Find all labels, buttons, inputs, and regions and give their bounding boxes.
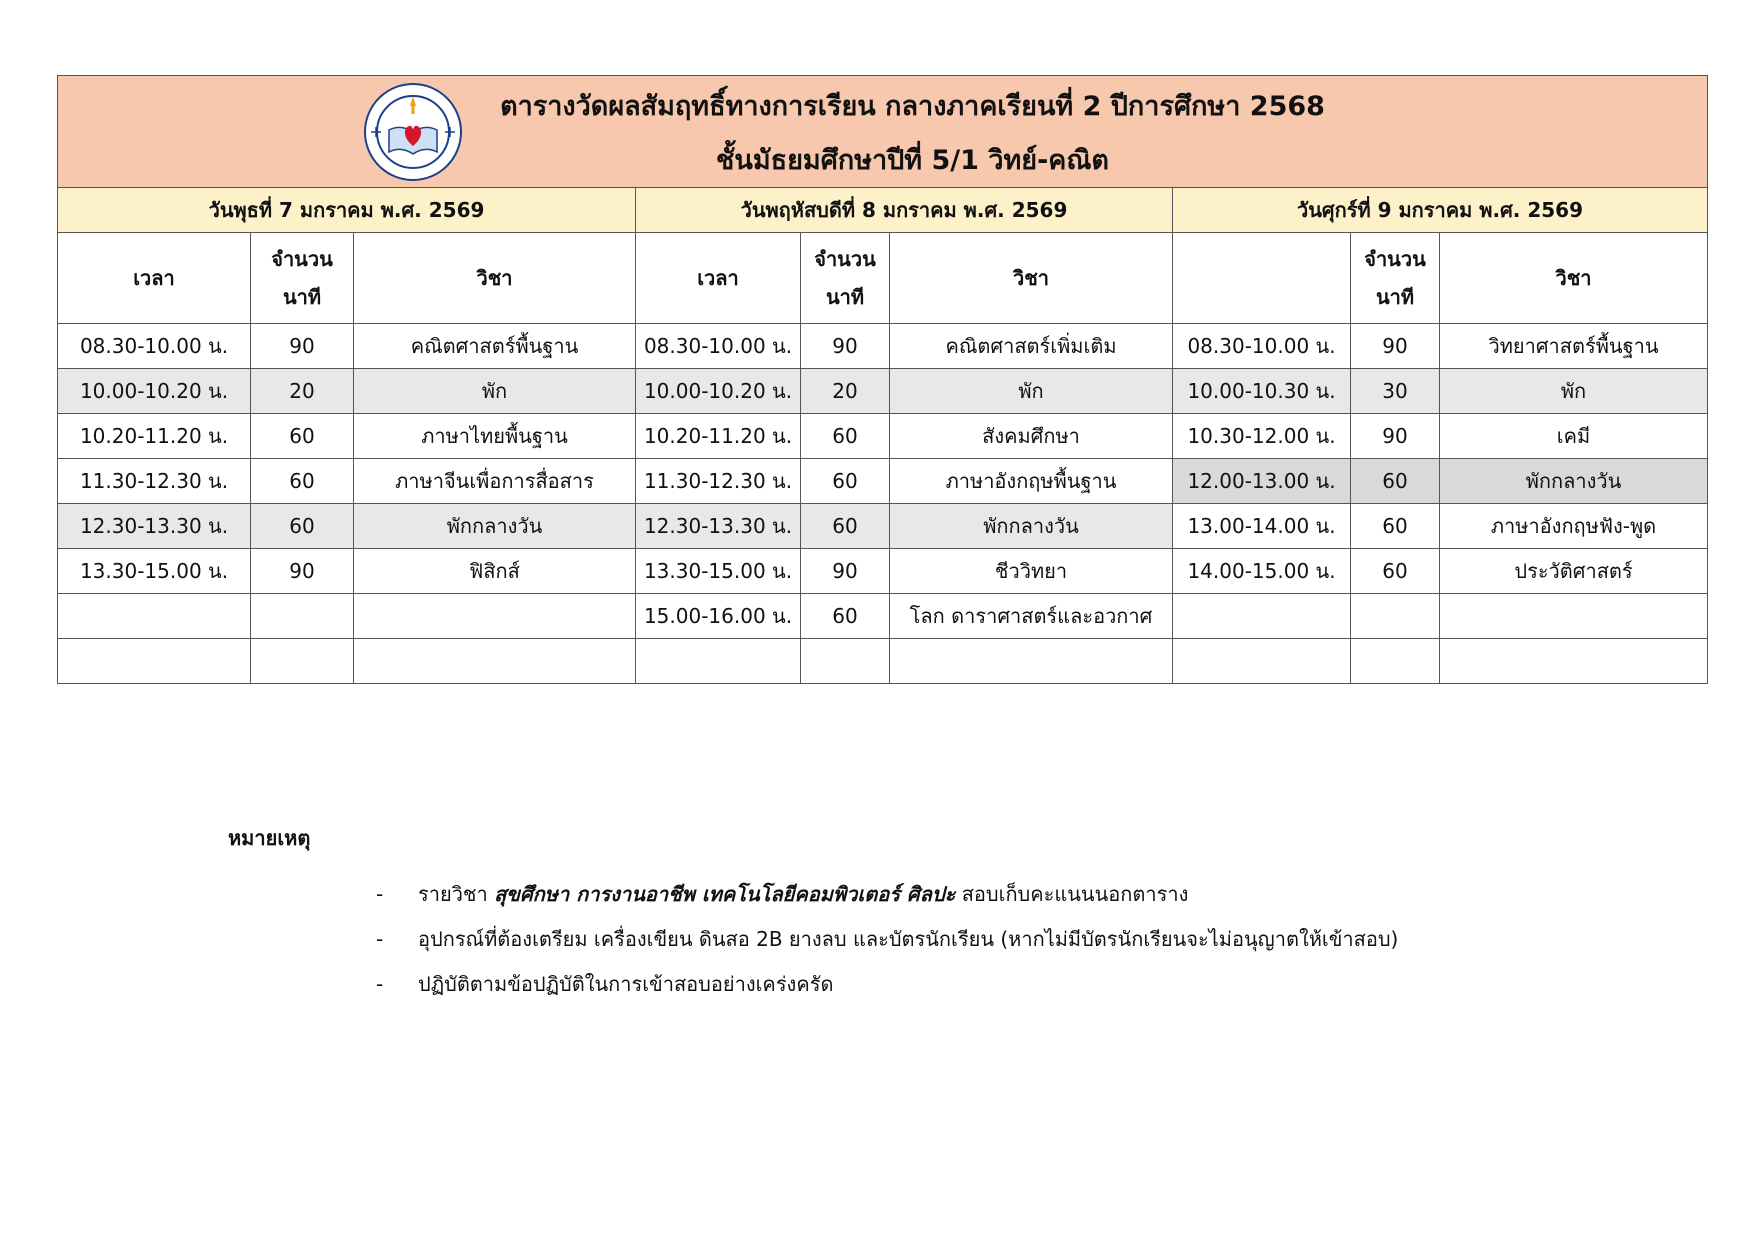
minutes-cell [251,594,354,639]
subject-cell: คณิตศาสตร์เพิ่มเติม [890,324,1173,369]
time-cell [58,639,251,684]
col-header-time: เวลา [636,233,801,324]
note-dash: - [376,882,384,906]
col-header-time [1173,233,1351,324]
subject-cell: พักกลางวัน [890,504,1173,549]
day-header-wednesday: วันพุธที่ 7 มกราคม พ.ศ. 2569 [58,188,636,233]
time-cell: 12.30-13.30 น. [58,504,251,549]
minutes-cell: 60 [251,504,354,549]
subject-cell: พักกลางวัน [1440,459,1708,504]
subject-cell: ภาษาอังกฤษฟัง-พูด [1440,504,1708,549]
note-text: อุปกรณ์ที่ต้องเตรียม เครื่องเขียน ดินสอ 2B ยางลบ และบัตรนักเรียน (หากไม่มีบัตรนักเรียนจะไม่อนุญาตให้เข้าสอบ) [418,927,1399,951]
minutes-cell: 60 [251,459,354,504]
time-cell: 11.30-12.30 น. [636,459,801,504]
minutes-cell [1351,639,1440,684]
note-prefix: รายวิชา [418,882,488,906]
subject-cell: พัก [1440,369,1708,414]
minutes-cell: 90 [1351,324,1440,369]
time-cell [1173,594,1351,639]
minutes-cell: 60 [801,459,890,504]
col-header-minutes-line1: จำนวน [271,247,333,271]
minutes-cell: 60 [1351,504,1440,549]
table-row [58,639,1708,684]
time-cell: 12.30-13.30 น. [636,504,801,549]
time-cell: 08.30-10.00 น. [1173,324,1351,369]
time-cell: 10.00-10.30 น. [1173,369,1351,414]
table-row [58,324,1708,369]
subject-cell: พัก [890,369,1173,414]
note-item [228,917,1398,962]
subject-cell: สังคมศึกษา [890,414,1173,459]
note-text: ปฏิบัติตามข้อปฏิบัติในการเข้าสอบอย่างเคร่งครัด [418,972,834,996]
col-header-minutes-line1: จำนวน [1364,247,1426,271]
note-dash: - [376,927,384,951]
notes-title: หมายเหตุ [228,826,311,850]
col-header-minutes-line2: นาที [282,285,322,309]
table-row [58,594,1708,639]
subject-cell [1440,594,1708,639]
minutes-cell [801,639,890,684]
minutes-cell: 30 [1351,369,1440,414]
minutes-cell: 90 [251,549,354,594]
minutes-cell: 20 [251,369,354,414]
time-cell: 13.30-15.00 น. [636,549,801,594]
minutes-cell: 60 [251,414,354,459]
time-cell: 10.20-11.20 น. [636,414,801,459]
time-cell: 13.00-14.00 น. [1173,504,1351,549]
minutes-cell: 20 [801,369,890,414]
minutes-cell: 60 [801,414,890,459]
col-header-minutes [1351,233,1440,324]
col-header-minutes [251,233,354,324]
note-suffix: สอบเก็บคะแนนนอกตาราง [961,882,1189,906]
subject-cell: โลก ดาราศาสตร์และอวกาศ [890,594,1173,639]
subject-cell: วิทยาศาสตร์พื้นฐาน [1440,324,1708,369]
minutes-cell: 90 [251,324,354,369]
minutes-cell: 90 [1351,414,1440,459]
minutes-cell [251,639,354,684]
time-cell: 10.30-12.00 น. [1173,414,1351,459]
time-cell: 10.20-11.20 น. [58,414,251,459]
subject-cell: ภาษาไทยพื้นฐาน [354,414,636,459]
subject-cell: ฟิสิกส์ [354,549,636,594]
time-cell: 10.00-10.20 น. [58,369,251,414]
subject-cell: ประวัติศาสตร์ [1440,549,1708,594]
page-subtitle: ชั้นมัธยมศึกษาปีที่ 5/1 วิทย์-คณิต [716,145,1109,176]
note-item [228,872,1398,917]
subject-cell: ชีววิทยา [890,549,1173,594]
day-header-friday: วันศุกร์ที่ 9 มกราคม พ.ศ. 2569 [1173,188,1708,233]
subject-cell [890,639,1173,684]
note-item [228,962,1398,1007]
table-row [58,549,1708,594]
time-cell: 11.30-12.30 น. [58,459,251,504]
col-header-subject: วิชา [354,233,636,324]
subject-cell: พักกลางวัน [354,504,636,549]
note-dash: - [376,972,384,996]
col-header-subject: วิชา [1440,233,1708,324]
subject-cell [354,639,636,684]
page-title: ตารางวัดผลสัมฤทธิ์ทางการเรียน กลางภาคเรียนที่ 2 ปีการศึกษา 2568 [500,91,1325,122]
day-header-thursday: วันพฤหัสบดีที่ 8 มกราคม พ.ศ. 2569 [636,188,1173,233]
subject-cell: พัก [354,369,636,414]
minutes-cell: 60 [1351,549,1440,594]
notes-section [228,822,1398,1007]
minutes-cell: 60 [801,594,890,639]
col-header-minutes-line2: นาที [1375,285,1415,309]
time-cell: 15.00-16.00 น. [636,594,801,639]
minutes-cell: 90 [801,549,890,594]
time-cell [636,639,801,684]
time-cell: 08.30-10.00 น. [636,324,801,369]
subject-cell: ภาษาจีนเพื่อการสื่อสาร [354,459,636,504]
table-row [58,414,1708,459]
subject-cell: ภาษาอังกฤษพื้นฐาน [890,459,1173,504]
col-header-minutes-line1: จำนวน [814,247,876,271]
subject-cell [1440,639,1708,684]
table-row [58,459,1708,504]
time-cell: 08.30-10.00 น. [58,324,251,369]
title-cell [58,76,1708,188]
time-cell: 14.00-15.00 น. [1173,549,1351,594]
minutes-cell: 60 [1351,459,1440,504]
col-header-time: เวลา [58,233,251,324]
time-cell [58,594,251,639]
col-header-minutes [801,233,890,324]
minutes-cell [1351,594,1440,639]
time-cell: 12.00-13.00 น. [1173,459,1351,504]
subject-cell: เคมี [1440,414,1708,459]
time-cell: 13.30-15.00 น. [58,549,251,594]
table-row [58,369,1708,414]
minutes-cell: 60 [801,504,890,549]
col-header-subject: วิชา [890,233,1173,324]
time-cell [1173,639,1351,684]
table-row [58,504,1708,549]
note-subjects: สุขศึกษา การงานอาชีพ เทคโนโลยีคอมพิวเตอร์ ศิลปะ [494,882,956,906]
col-header-minutes-line2: นาที [825,285,865,309]
exam-schedule-table [57,75,1708,684]
subject-cell [354,594,636,639]
time-cell: 10.00-10.20 น. [636,369,801,414]
subject-cell: คณิตศาสตร์พื้นฐาน [354,324,636,369]
minutes-cell: 90 [801,324,890,369]
